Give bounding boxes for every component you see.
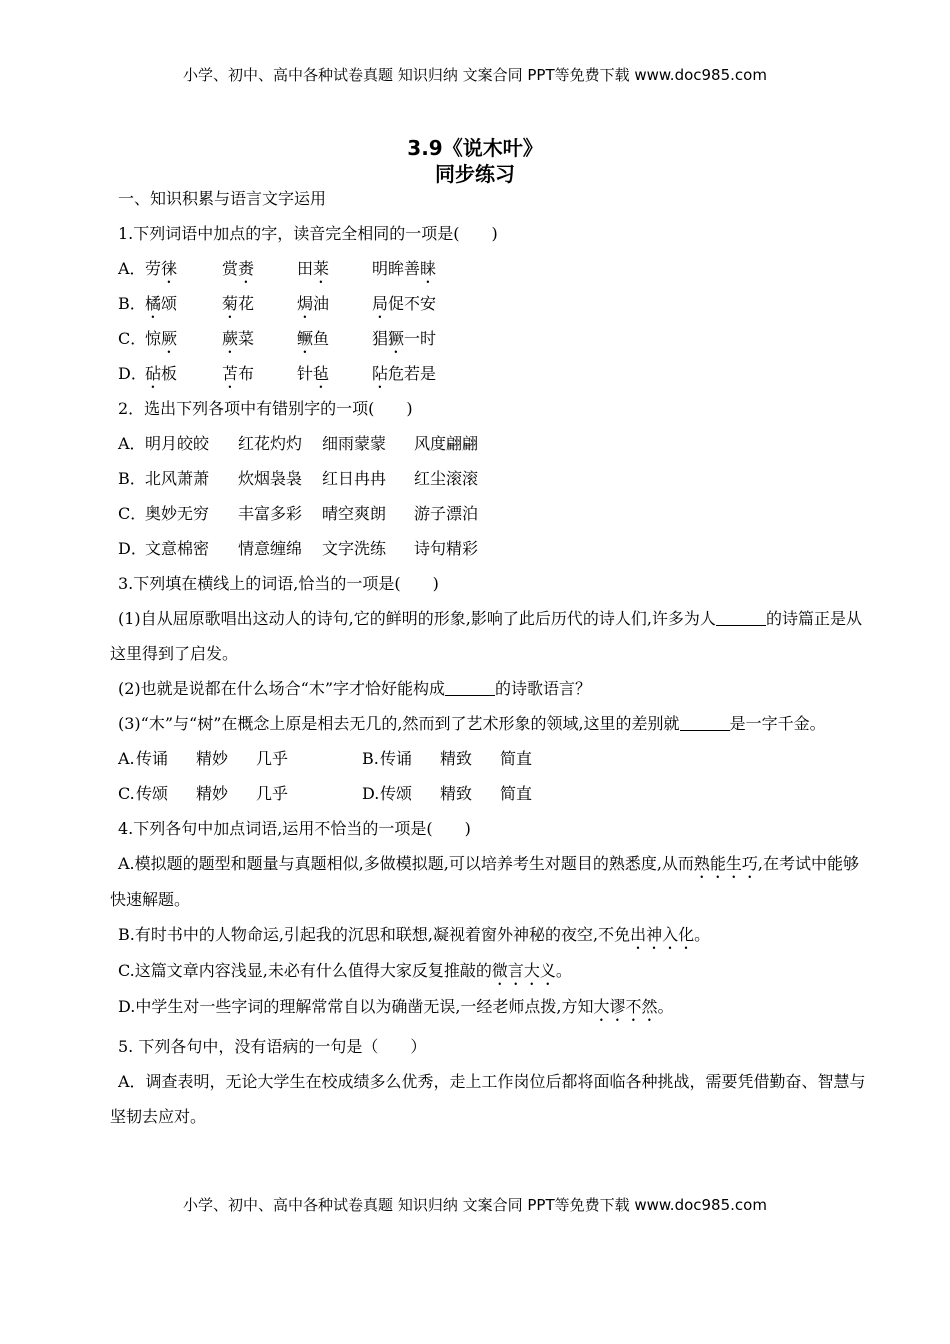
option-word: 精致 — [440, 749, 473, 768]
option-word: 传颂 — [136, 784, 169, 803]
option-word: 丰富多彩 — [238, 504, 303, 523]
option-word: 诗句精彩 — [414, 539, 479, 558]
q2-options — [0, 426, 950, 566]
q2-option-a — [0, 426, 950, 461]
q2-stem: 2．选出下列各项中有错别字的一项( ) — [118, 399, 413, 418]
option-word: 简直 — [500, 749, 533, 768]
option-label: C. — [118, 784, 135, 803]
option-word: 奥妙无穷 — [145, 504, 210, 523]
q3-sentence: (3)“木”与“树”在概念上原是相去无几的,然而到了艺术形象的领域,这里的差别就 是一字千金。 — [0, 706, 950, 741]
option-word: 精致 — [440, 784, 473, 803]
option-label: D． — [118, 539, 147, 558]
option-word: 几乎 — [256, 749, 289, 768]
option-word: 北风萧萧 — [145, 469, 210, 488]
option-word: 局促不安 — [372, 294, 437, 313]
q2-option-c — [0, 496, 950, 531]
document-title: 3.9《说木叶》 — [407, 136, 543, 160]
option-word: 简直 — [500, 784, 533, 803]
option-word: 明月皎皎 — [145, 434, 210, 453]
dotted-char: 菊 — [222, 294, 239, 313]
option-word: 红花灼灼 — [238, 434, 303, 453]
option-label: A． — [118, 259, 146, 278]
dotted-char: 莱 — [313, 259, 330, 278]
dotted-char: 毡 — [313, 364, 330, 383]
option-word: 风度翩翩 — [414, 434, 479, 453]
q3-options — [0, 741, 950, 811]
q1-option-d — [0, 356, 950, 391]
q5-stem: 5. 下列各句中，没有语病的一句是（ ） — [118, 1037, 427, 1056]
option-word: 劳徕 — [145, 259, 178, 278]
q4-stem: 4.下列各句中加点词语,运用不恰当的一项是( ) — [118, 819, 471, 838]
option-word: 文意棉密 — [145, 539, 210, 558]
q4-sentences — [0, 846, 950, 1025]
q3-stem: 3.下列填在横线上的词语,恰当的一项是( ) — [118, 574, 439, 593]
option-word: 精妙 — [196, 749, 229, 768]
dotted-phrase: 出神入化 — [630, 925, 695, 944]
q3-sentence: (2)也就是说都在什么场合“木”字才恰好能构成 的诗歌语言？ — [0, 671, 950, 706]
option-word: 精妙 — [196, 784, 229, 803]
option-word: 情意缠绵 — [238, 539, 303, 558]
dotted-char: 獗 — [388, 329, 405, 348]
option-word: 焗油 — [297, 294, 330, 313]
q1-option-a — [0, 251, 950, 286]
option-word: 赏赉 — [222, 259, 255, 278]
document-subtitle: 同步练习 — [435, 162, 515, 186]
dotted-phrase: 大谬不然 — [593, 997, 658, 1016]
dotted-char: 鳜 — [297, 329, 314, 348]
q4-option: D.中学生对一些字词的理解常常自以为确凿无误,一经老师点拨,方知大谬不然。 — [118, 997, 674, 1016]
option-label: C． — [118, 329, 147, 348]
q5-option: A．调查表明，无论大学生在校成绩多么优秀，走上工作岗位后都将面临各种挑战，需要凭借勤奋、智慧与坚韧去应对。 — [110, 1072, 866, 1126]
option-word: 几乎 — [256, 784, 289, 803]
option-word: 传诵 — [380, 749, 413, 768]
option-label: C． — [118, 504, 147, 523]
section-heading: 一、知识积累与语言文字运用 — [118, 189, 327, 208]
dotted-char: 赉 — [238, 259, 255, 278]
option-word: 鳜鱼 — [297, 329, 330, 348]
option-label: D． — [118, 364, 147, 383]
dotted-char: 苫 — [222, 364, 239, 383]
q3-sentence: (1)自从屈原歌唱出这动人的诗句,它的鲜明的形象,影响了此后历代的诗人们,许多为人 的诗篇正是从这里得到了启发。 — [0, 601, 950, 671]
dotted-char: 阽 — [372, 364, 389, 383]
option-word: 田莱 — [297, 259, 330, 278]
q5-sentences — [0, 1064, 950, 1134]
option-label: D. — [362, 784, 380, 803]
option-word: 惊厥 — [145, 329, 178, 348]
dotted-char: 徕 — [161, 259, 178, 278]
header-banner: 小学、初中、高中各种试卷真题 知识归纳 文案合同 PPT等免费下载 www.doc985.com — [183, 66, 767, 84]
fill-blank — [680, 710, 730, 731]
q4-option: C.这篇文章内容浅显,未必有什么值得大家反复推敲的微言大义。 — [118, 961, 572, 980]
option-word: 传诵 — [136, 749, 169, 768]
option-word: 明眸善睐 — [372, 259, 437, 278]
footer-banner: 小学、初中、高中各种试卷真题 知识归纳 文案合同 PPT等免费下载 www.doc985.com — [183, 1196, 767, 1214]
option-label: A. — [118, 749, 135, 768]
option-word: 针毡 — [297, 364, 330, 383]
option-word: 红日冉冉 — [322, 469, 387, 488]
dotted-char: 焗 — [297, 294, 314, 313]
option-word: 游子漂泊 — [414, 504, 479, 523]
option-word: 砧板 — [145, 364, 178, 383]
q4-option: B.有时书中的人物命运,引起我的沉思和联想,凝视着窗外神秘的夜空,不免出神入化。 — [118, 925, 711, 944]
q3-option-row — [0, 741, 950, 776]
q1-options — [0, 251, 950, 391]
option-word: 猖獗一时 — [372, 329, 437, 348]
dotted-char: 睐 — [420, 259, 437, 278]
option-word: 橘颂 — [145, 294, 178, 313]
option-word: 炊烟袅袅 — [238, 469, 303, 488]
option-word: 阽危若是 — [372, 364, 437, 383]
q1-option-c — [0, 321, 950, 356]
option-word: 晴空爽朗 — [322, 504, 387, 523]
dotted-char: 局 — [372, 294, 389, 313]
fill-blank — [445, 675, 495, 696]
q1-stem: 1.下列词语中加点的字，读音完全相同的一项是( ) — [118, 224, 498, 243]
q2-option-d — [0, 531, 950, 566]
option-word: 苫布 — [222, 364, 255, 383]
option-label: B． — [118, 294, 146, 313]
dotted-char: 厥 — [161, 329, 178, 348]
option-word: 细雨蒙蒙 — [322, 434, 387, 453]
dotted-phrase: 熟能生巧 — [693, 854, 758, 873]
dotted-char: 橘 — [145, 294, 162, 313]
dotted-char: 蕨 — [222, 329, 239, 348]
q1-option-b — [0, 286, 950, 321]
q3-sentences — [0, 601, 950, 741]
option-label: B． — [118, 469, 146, 488]
option-label: A． — [118, 434, 146, 453]
option-word: 文字洗练 — [322, 539, 387, 558]
option-word: 蕨菜 — [222, 329, 255, 348]
option-word: 传颂 — [380, 784, 413, 803]
dotted-phrase: 微言大义 — [491, 961, 556, 980]
fill-blank — [716, 605, 766, 626]
q4-option: A.模拟题的题型和题量与真题相似,多做模拟题,可以培养考生对题目的熟悉度,从而熟能生巧,在考试中能够快速解题。 — [110, 854, 860, 909]
q3-option-row — [0, 776, 950, 811]
exercise-content — [0, 181, 950, 1134]
q2-option-b — [0, 461, 950, 496]
option-word: 红尘滚滚 — [414, 469, 479, 488]
dotted-char: 砧 — [145, 364, 162, 383]
option-word: 菊花 — [222, 294, 255, 313]
option-label: B. — [362, 749, 379, 768]
